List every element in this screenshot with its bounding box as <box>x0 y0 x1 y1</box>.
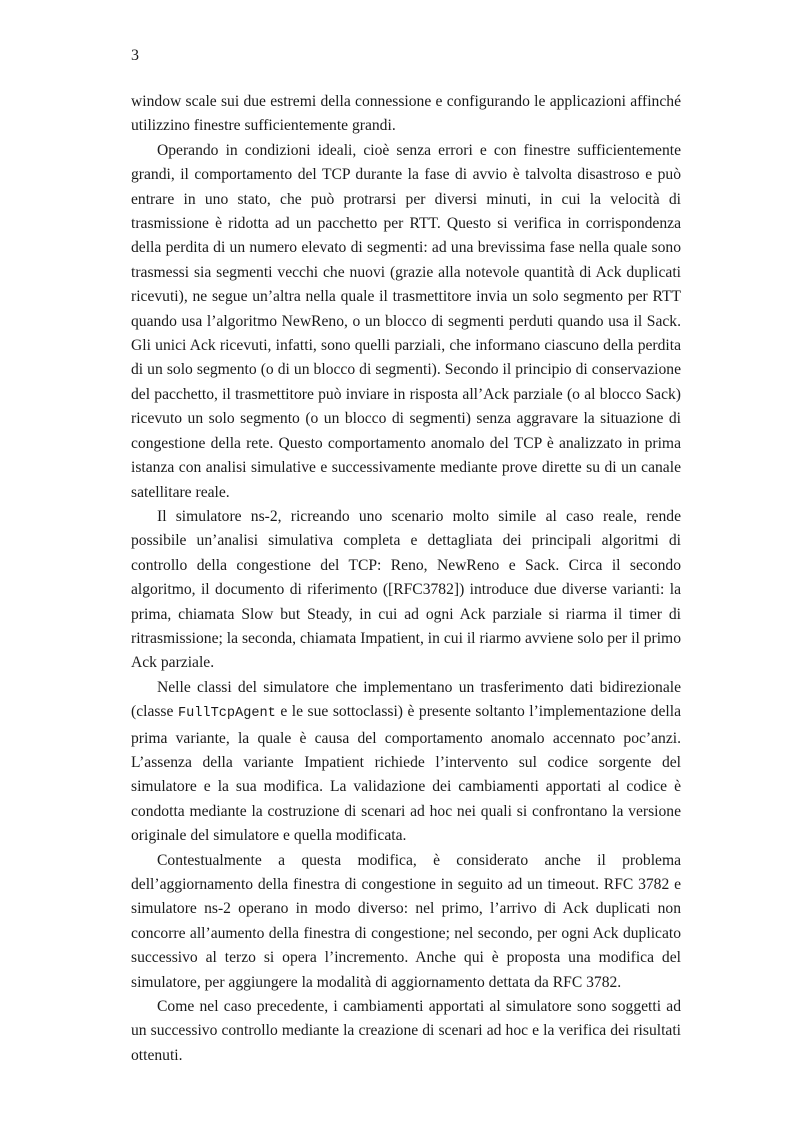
paragraph-text-segment: Nelle classi del simulatore che implementano un trasferimento dati bidirezionale (classe <box>131 678 681 721</box>
code-class-name: FullTcpAgent <box>177 706 276 722</box>
paragraph-text-segment: e le sue sottoclassi) è presente soltanto l’implementazione della prima variante, la quale è causa del comportamento anomalo accennato poc’anzi. L’assenza della variante Impatient richiede l’intervento sul codice sorgente del simulatore e la sua modifica. La validazione dei cambiamenti apportati al codice è condotta mediante la costruzione di scenari ad hoc nei quali si confrontano la versione originale del simulatore e quella modificata. <box>131 703 681 845</box>
page-number: 3 <box>131 47 139 64</box>
document-body <box>131 90 681 1068</box>
paragraph-conclusion: Come nel caso precedente, i cambiamenti apportati al simulatore sono soggetti ad un successivo controllo mediante la creazione di scenari ad hoc e la verifica dei risultati ottenuti. <box>131 998 681 1064</box>
paragraph-ideal-conditions: Operando in condizioni ideali, cioè senza errori e con finestre sufficientemente grandi, il comportamento del TCP durante la fase di avvio è talvolta disastroso e può entrare in uno stato, che può protrarsi per diversi minuti, in cui la velocità di trasmissione è ridotta ad un pacchetto per RTT. Questo si verifica in corrispondenza della perdita di un numero elevato di segmenti: ad una brevissima fase nella quale sono trasmessi sia segmenti vecchi che nuovi (grazie alla notevole quantità di Ack duplicati ricevuti), ne segue un’altra nella quale il trasmettitore invia un solo segmento per RTT quando usa l’algoritmo NewReno, o un blocco di segmenti perduti quando usa il Sack. Gli unici Ack ricevuti, infatti, sono quelli parziali, che informano ciascuno della perdita di un solo segmento (o di un blocco di segmenti). Secondo il principio di conservazione del pacchetto, il trasmettitore può inviare in risposta all’Ack parziale (o al blocco Sack) ricevuto un solo segmento (o un blocco di segmenti) senza aggravare la situazione di congestione della rete. Questo comportamento anomalo del TCP è analizzato in prima istanza con analisi simulative e successivamente mediante prove dirette su di un canale satellitare reale. <box>131 141 681 501</box>
paragraph-congestion-window: Contestualmente a questa modifica, è considerato anche il problema dell’aggiornamento della finestra di congestione in seguito ad un timeout. RFC 3782 e simulatore ns-2 operano in modo diverso: nel primo, l’arrivo di Ack duplicati non concorre all’aumento della finestra di congestione; nel secondo, per ogni Ack duplicato successivo al terzo si opera l’incremento. Anche qui è proposta una modifica del simulatore, per aggiungere la modalità di aggiornamento dettata da RFC 3782. <box>131 851 681 991</box>
paragraph-window-scale: window scale sui due estremi della connessione e configurando le applicazioni affinché utilizzino finestre sufficientemente grandi. <box>131 93 681 135</box>
paragraph-simulator-classes <box>131 676 681 849</box>
paragraph-ns2-simulator: Il simulatore ns-2, ricreando uno scenario molto simile al caso reale, rende possibile un’analisi simulativa completa e dettagliata dei principali algoritmi di controllo della congestione del TCP: Reno, NewReno e Sack. Circa il secondo algoritmo, il documento di riferimento ([RFC3782]) introduce due diverse varianti: la prima, chiamata Slow but Steady, in cui ad ogni Ack parziale si riarma il timer di ritrasmissione; la seconda, chiamata Impatient, in cui il riarmo avviene solo per il primo Ack parziale. <box>131 507 681 672</box>
